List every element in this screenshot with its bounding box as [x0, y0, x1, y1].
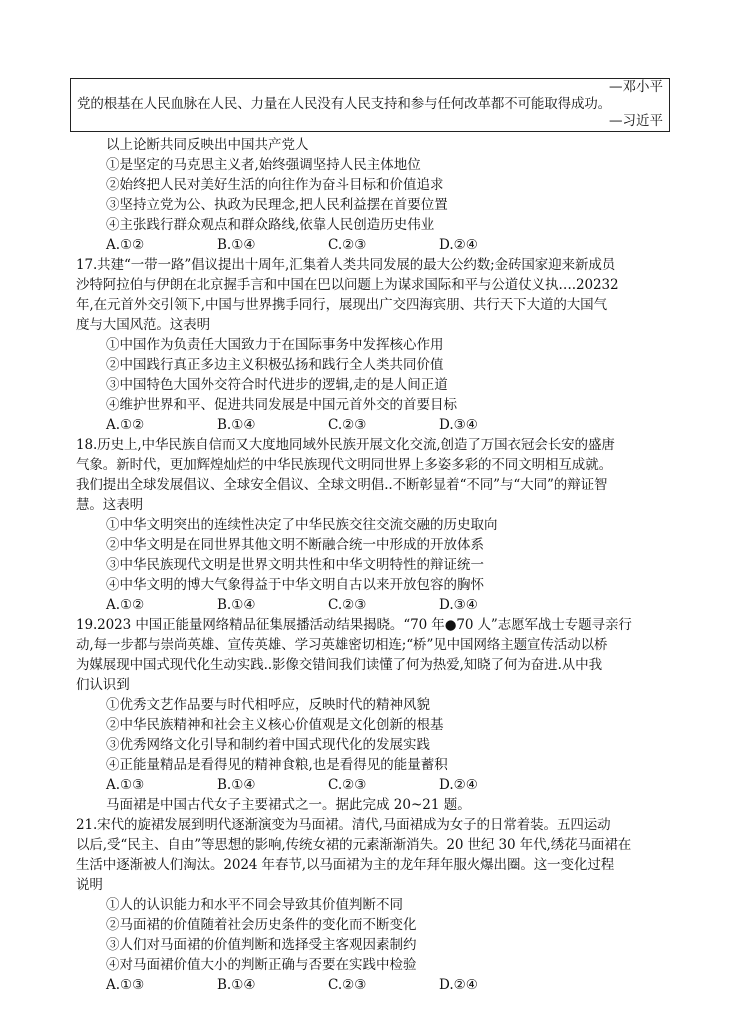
choice-d: D.②④ — [439, 237, 478, 253]
option-2: ②中国践行真正多边主义积极弘扬和践行全人类共同价值 — [106, 357, 444, 373]
question-17 — [76, 255, 676, 435]
choice-d: D.③④ — [439, 417, 478, 433]
question-stem-line: 们认识到 — [76, 677, 130, 693]
choice-a: A.①② — [106, 597, 145, 613]
quote-text: 党的根基在人民血脉在人民、力量在人民没有人民支持和参与任何改革都不可能取得成功。 — [77, 96, 611, 112]
option-4: ④正能量精品是看得见的精神食粮,也是看得见的能量蓄积 — [106, 757, 448, 773]
question-stem-line: 度与大国风范。这表明 — [76, 317, 210, 333]
option-1: ①优秀文艺作品要与时代相呼应，反映时代的精神风貌 — [106, 697, 430, 713]
quote-box — [70, 78, 670, 132]
option-4: ④中华文明的博大气象得益于中华文明自古以来开放包容的胸怀 — [106, 577, 484, 593]
question-stem-line: 17.共建“一带一路”倡议提出十周年,汇集着人类共同发展的最大公约数;金砖国家迎来新成员 — [76, 257, 616, 273]
option-4: ④对马面裙价值大小的判断正确与否要在实践中检验 — [106, 957, 417, 973]
question-stem-line: 我们提出全球发展倡议、全球安全倡议、全球文明倡..不断彰显着“不同”与“大同”的辩证智 — [76, 477, 608, 493]
choice-c: C.②③ — [328, 417, 367, 433]
answer-choices — [76, 415, 676, 435]
choice-b: B.①④ — [217, 777, 256, 793]
option-3: ③中国特色大国外交符合时代进步的逻辑,走的是人间正道 — [106, 377, 448, 393]
choice-d: D.②④ — [439, 777, 478, 793]
option-1: ①是坚定的马克思主义者,始终强调坚持人民主体地位 — [106, 157, 421, 173]
option-1: ①中华文明突出的连续性决定了中华民族交往交流交融的历史取向 — [106, 517, 498, 533]
option-1: ①中国作为负责任大国致力于在国际事务中发挥核心作用 — [106, 337, 444, 353]
answer-choices — [76, 975, 676, 995]
questions — [76, 135, 676, 995]
question-stem-line: 沙特阿拉伯与伊朗在北京握手言和中国在巴以问题上为谋求国际和平与公道仗义执….20232 — [76, 277, 619, 293]
question-stem-line: 18.历史上,中华民族自信而又大度地同域外民族开展文化交流,创造了万国衣冠会长安的盛唐 — [76, 437, 615, 453]
question-stem-line: 21.宋代的旋裙发展到明代逐渐演变为马面裙。清代,马面裙成为女子的日常着装。五四运动 — [76, 817, 611, 833]
question-stem-line: 动,每一步都与崇尚英雄、宣传英雄、学习英雄密切相连;“桥”见中国网络主题宣传活动以桥 — [76, 637, 608, 653]
choice-a: A.①③ — [106, 977, 145, 993]
choice-a: A.①② — [106, 237, 145, 253]
option-2: ②中华民族精神和社会主义核心价值观是文化创新的根基 — [106, 717, 444, 733]
question-stem-line: 年,在元首外交引领下,中国与世界携手同行，展现出广交四海宾朋、共行天下大道的大国气 — [76, 297, 607, 313]
option-3: ③人们对马面裙的价值判断和选择受主客观因素制约 — [106, 937, 417, 953]
choice-b: B.①④ — [217, 597, 256, 613]
choice-c: C.②③ — [328, 977, 367, 993]
option-4: ④维护世界和平、促进共同发展是中国元首外交的首要目标 — [106, 397, 457, 413]
option-3: ③中华民族现代文明是世界文明共性和中华文明特性的辩证统一 — [106, 557, 484, 573]
choice-c: C.②③ — [328, 597, 367, 613]
question-19 — [76, 615, 676, 795]
choice-b: B.①④ — [217, 977, 256, 993]
question-stem-line: 慧。这表明 — [76, 497, 143, 513]
choice-d: D.②④ — [439, 977, 478, 993]
choice-c: C.②③ — [328, 237, 367, 253]
option-3: ③优秀网络文化引导和制约着中国式现代化的发展实践 — [106, 737, 430, 753]
question-stem-line: 19.2023 中国正能量网络精品征集展播活动结果揭晓。“70 年●70 人”志愿军战士专题寻亲行 — [76, 617, 632, 633]
section-intro-20-21: 马面裙是中国古代女子主要裙式之一。据此完成 20~21 题。 — [106, 797, 471, 813]
choice-a: A.①③ — [106, 777, 145, 793]
question-16 — [76, 135, 676, 255]
question-stem: 以上论断共同反映出中国共产党人 — [106, 137, 309, 153]
choice-b: B.①④ — [217, 237, 256, 253]
answer-choices — [76, 235, 676, 255]
choice-d: D.③④ — [439, 597, 478, 613]
question-21 — [76, 815, 676, 995]
option-3: ③坚持立党为公、执政为民理念,把人民利益摆在首要位置 — [106, 197, 448, 213]
question-stem-line: 为媒展现中国式现代化生动实践..影像交错间我们读懂了何为热爱,知晓了何为奋进.从中我 — [76, 657, 602, 673]
answer-choices — [76, 595, 676, 615]
quote-attribution-xi: —习近平 — [609, 113, 663, 129]
option-1: ①人的认识能力和水平不同会导致其价值判断不同 — [106, 897, 403, 913]
question-stem-line: 气象。新时代，更加辉煌灿烂的中华民族现代文明同世界上多姿多彩的不同文明相互成就。 — [76, 457, 612, 473]
option-2: ②马面裙的价值随着社会历史条件的变化而不断变化 — [106, 917, 417, 933]
question-stem-line: 以后,受“民主、自由”等思想的影响,传统女裙的元素渐渐消失。20 世纪 30 年代,绣花马面裙在 — [76, 837, 632, 853]
answer-choices — [76, 775, 676, 795]
quote-attribution-deng: —邓小平 — [609, 79, 663, 95]
option-2: ②中华文明是在同世界其他文明不断融合统一中形成的开放体系 — [106, 537, 484, 553]
choice-c: C.②③ — [328, 777, 367, 793]
question-stem-line: 生活中逐渐被人们淘汰。2024 年春节,以马面裙为主的龙年拜年服火爆出圈。这一变化过程 — [76, 857, 615, 873]
option-2: ②始终把人民对美好生活的向往作为奋斗目标和价值追求 — [106, 177, 444, 193]
choice-b: B.①④ — [217, 417, 256, 433]
question-stem-line: 说明 — [76, 877, 103, 893]
choice-a: A.①② — [106, 417, 145, 433]
option-4: ④主张践行群众观点和群众路线,依靠人民创造历史伟业 — [106, 217, 435, 233]
question-18 — [76, 435, 676, 615]
